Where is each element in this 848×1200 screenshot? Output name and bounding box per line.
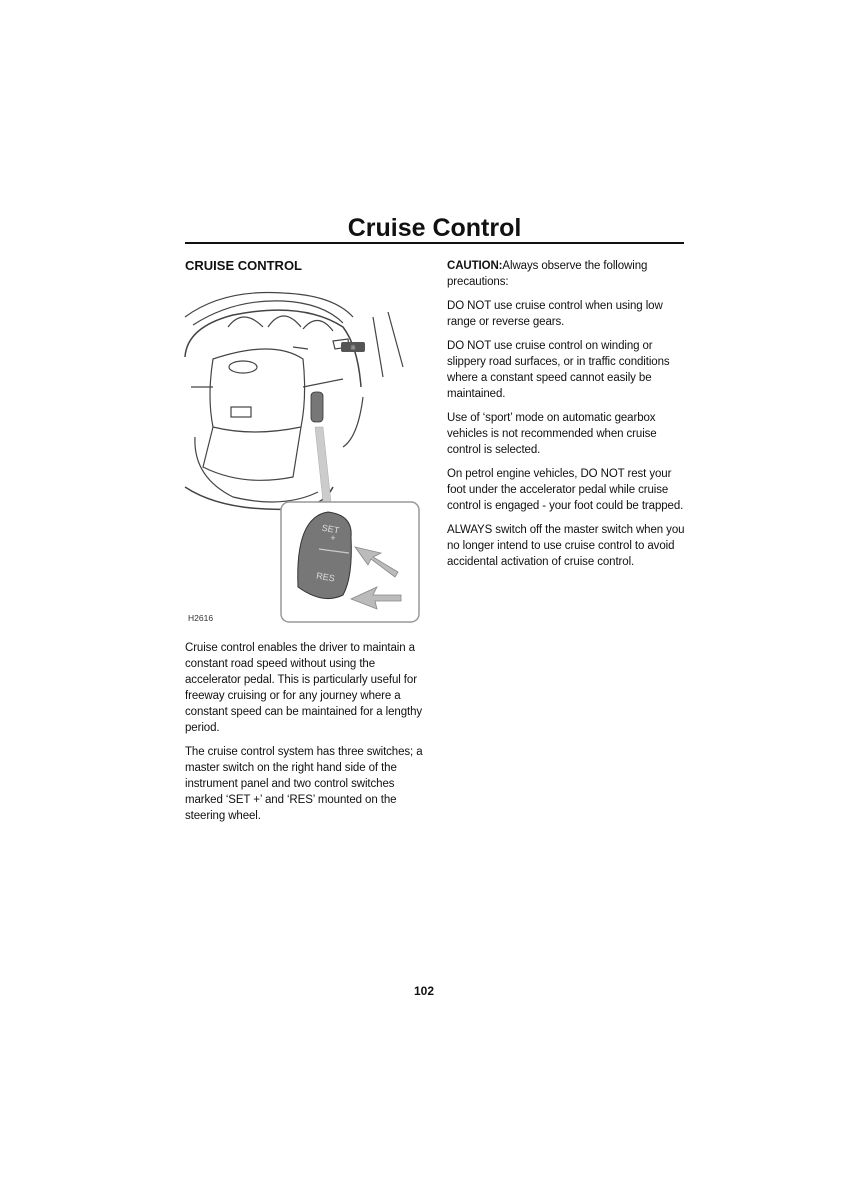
body-paragraph: The cruise control system has three switches; a master switch on the right hand side of the instrument panel and two control switches marked ‘SET +’ and ‘RES’ mounted on the steering wheel. xyxy=(185,746,423,822)
body-paragraph: DO NOT use cruise control on winding or slippery road surfaces, or in traffic conditions where a constant speed cannot easily be maintained. xyxy=(447,340,670,400)
caution-text: Always observe the following precautions: xyxy=(447,260,648,288)
res-button-label: RES xyxy=(315,570,336,584)
body-paragraph: On petrol engine vehicles, DO NOT rest your foot under the accelerator pedal while cruise control is engaged - your foot could be trapped. xyxy=(447,468,684,512)
set-button-plus: + xyxy=(330,533,336,543)
caution-label: CAUTION: xyxy=(447,260,503,272)
steering-wheel-figure xyxy=(183,287,423,627)
page-number: 102 xyxy=(413,984,435,998)
caution-paragraph xyxy=(447,258,687,290)
figure-code: H2616 xyxy=(188,613,214,623)
body-paragraph: Cruise control enables the driver to maintain a constant road speed without using the accelerator pedal. This is particularly useful for freeway cruising or for any journey where a constant speed can be maintained for a lengthy period. xyxy=(185,642,423,734)
steering-wheel-illustration xyxy=(183,287,423,627)
set-button-label: SET xyxy=(321,522,341,536)
svg-text:☼: ☼ xyxy=(349,344,357,352)
wheel-switch-small xyxy=(311,392,323,422)
body-paragraph: Use of ‘sport’ mode on automatic gearbox vehicles is not recommended when cruise control is selected. xyxy=(447,412,657,456)
body-paragraph: ALWAYS switch off the master switch when you no longer intend to use cruise control to avoid accidental activation of cruise control. xyxy=(447,524,685,568)
title-rule xyxy=(185,242,684,244)
right-column xyxy=(447,258,687,578)
page-title: Cruise Control xyxy=(347,214,522,242)
left-column xyxy=(185,640,425,832)
section-heading: CRUISE CONTROL xyxy=(185,258,302,273)
body-paragraph: DO NOT use cruise control when using low range or reverse gears. xyxy=(447,300,663,328)
